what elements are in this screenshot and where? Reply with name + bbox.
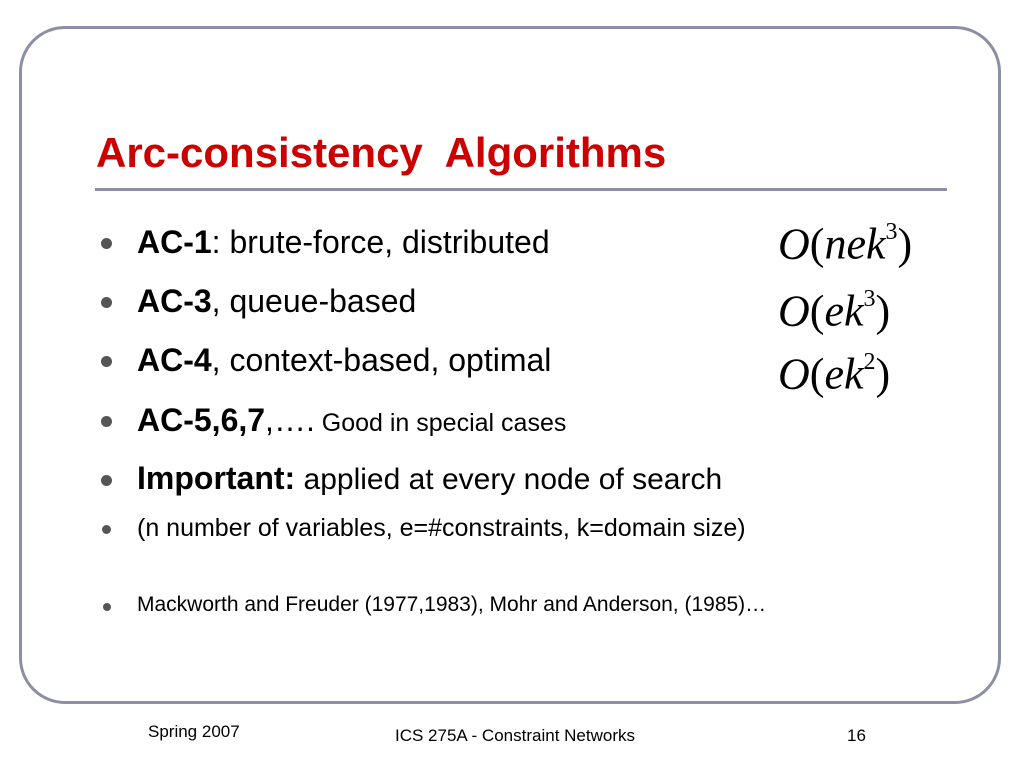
bullet-text: ,….	[265, 402, 315, 438]
formula-vars: nek	[824, 219, 886, 269]
bullet-text: applied at every node of search	[295, 463, 723, 496]
formula-rparen: )	[875, 349, 891, 399]
bullet-dot	[101, 475, 112, 486]
formula-vars: ek	[824, 286, 864, 336]
formula-exponent: 3	[885, 219, 898, 245]
formula-o: O	[778, 349, 810, 399]
bullet-text: : brute-force, distributed	[211, 224, 550, 260]
formula-rparen: )	[897, 219, 913, 269]
footer-date: Spring 2007	[148, 722, 240, 741]
bullet-definitions: (n number of variables, e=#constraints, k=domain size)	[137, 514, 746, 542]
footer-page-number: 16	[847, 726, 866, 745]
bullet-bold: AC-1	[137, 224, 212, 260]
bullet-dot	[101, 416, 112, 427]
footer-course: ICS 275A - Constraint Networks	[395, 726, 635, 745]
bullet-important	[137, 460, 722, 498]
bullet-note: Good in special cases	[314, 409, 567, 437]
formula-ac1	[778, 212, 912, 269]
bullet-dot	[101, 297, 112, 308]
bullet-ac3	[137, 283, 416, 319]
formula-o: O	[778, 219, 810, 269]
slide-title: Arc-consistency Algorithms	[96, 129, 667, 176]
formula-ac4	[778, 342, 890, 399]
bullet-bold: AC-5,6,7	[137, 402, 266, 438]
bullet-dot	[103, 603, 111, 611]
bullet-dot	[101, 356, 112, 367]
bullet-dot	[101, 238, 112, 249]
bullet-bold: Important:	[137, 460, 296, 496]
bullet-text: , queue-based	[211, 283, 417, 319]
bullet-references: Mackworth and Freuder (1977,1983), Mohr and Anderson, (1985)…	[137, 593, 767, 616]
formula-rparen: )	[875, 286, 891, 336]
formula-o: O	[778, 286, 810, 336]
title-divider	[95, 188, 947, 191]
formula-exponent: 2	[863, 349, 876, 375]
bullet-ac567	[137, 402, 566, 441]
formula-ac3	[778, 279, 890, 336]
formula-lparen: (	[809, 219, 825, 269]
bullet-text: , context-based, optimal	[211, 342, 552, 378]
formula-vars: ek	[824, 349, 864, 399]
formula-exponent: 3	[863, 286, 876, 312]
bullet-bold: AC-3	[137, 283, 212, 319]
bullet-ac1	[137, 224, 550, 260]
bullet-dot	[102, 525, 111, 534]
formula-lparen: (	[809, 349, 825, 399]
bullet-bold: AC-4	[137, 342, 212, 378]
formula-lparen: (	[809, 286, 825, 336]
bullet-ac4	[137, 342, 551, 378]
